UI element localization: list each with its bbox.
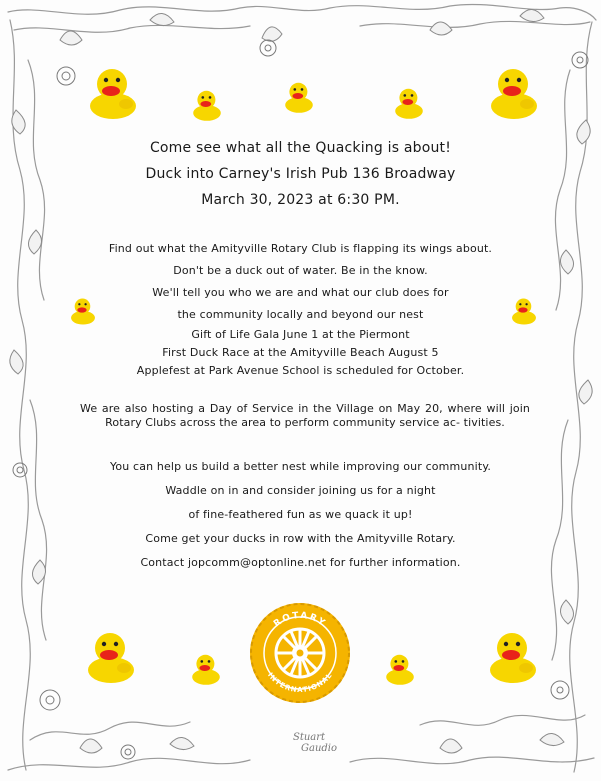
rotary-emblem-logo <box>247 600 353 706</box>
signature-line-2: Gaudio <box>301 743 338 754</box>
headline-line-3: March 30, 2023 at 6:30 PM. <box>201 192 400 208</box>
rubber-duck-large-bottom-right-icon <box>488 626 538 684</box>
rubber-duck-small-icon <box>394 84 424 120</box>
intro-line-4: the community locally and beyond our nest <box>177 308 424 321</box>
rubber-duck-small-icon <box>284 78 314 114</box>
rubber-duck-large-top-left-icon <box>88 62 138 120</box>
rubber-duck-small-icon <box>385 650 415 686</box>
rotary-bottom-text: INTERNATIONAL <box>265 671 335 695</box>
headline-line-2: Duck into Carney's Irish Pub 136 Broadway <box>145 166 456 182</box>
intro-line-2: Don't be a duck out of water. Be in the know. <box>173 264 428 277</box>
intro-line-3: We'll tell you who we are and what our club does for <box>152 286 449 299</box>
event-duck-race-line: First Duck Race at the Amityville Beach August 5 <box>162 346 439 359</box>
event-applefest-line: Applefest at Park Avenue School is scheduled for October. <box>136 364 465 377</box>
closing-line-3: of fine-feathered fun as we quack it up! <box>188 508 413 521</box>
rotary-top-text: ROTARY <box>272 610 328 630</box>
rubber-duck-large-top-right-icon <box>489 62 539 120</box>
signature-line-1: Stuart <box>293 732 326 743</box>
rubber-duck-small-icon <box>191 650 221 686</box>
contact-line: Contact jopcomm@optonline.net for further information. <box>140 556 461 569</box>
event-gala-line: Gift of Life Gala June 1 at the Piermont <box>191 328 410 341</box>
intro-line-1: Find out what the Amityville Rotary Club is flapping its wings about. <box>108 242 493 255</box>
rubber-duck-large-bottom-left-icon <box>86 626 136 684</box>
day-of-service-paragraph: We are also hosting a Day of Service in the Village on May 20, where will join Rotary Clubs across the area to perform community service ac- tivities. <box>80 402 530 429</box>
rubber-duck-small-icon <box>192 86 222 122</box>
closing-line-2: Waddle on in and consider joining us for a night <box>165 484 436 497</box>
artist-signature <box>293 732 337 754</box>
headline-line-1: Come see what all the Quacking is about! <box>149 140 452 156</box>
closing-line-4: Come get your ducks in row with the Amityville Rotary. <box>145 532 456 545</box>
closing-line-1: You can help us build a better nest while improving our community. <box>109 460 492 473</box>
